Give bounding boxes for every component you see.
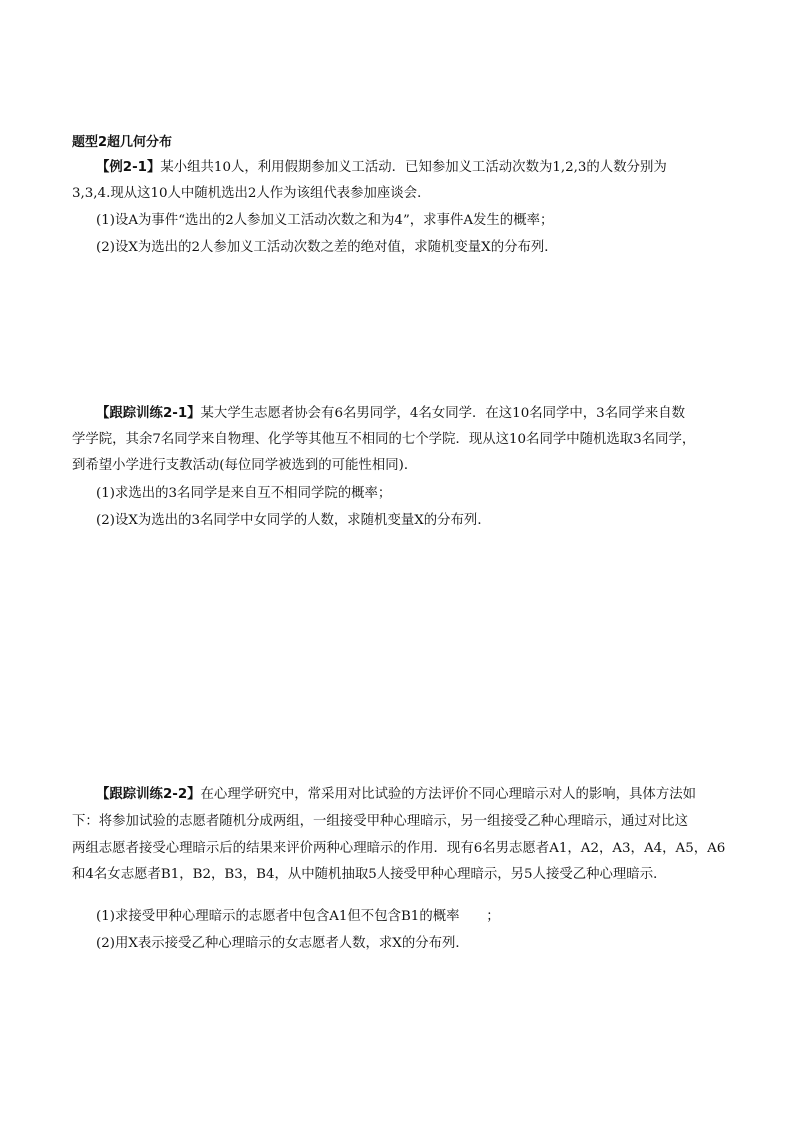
exercise-text: 两组志愿者接受心理暗示后的结果来评价两种心理暗示的作用．现有6名男志愿者 bbox=[72, 841, 550, 856]
example-text: 3,3,4.现从这10人中随机选出2人作为该组代表参加座谈会． bbox=[72, 186, 431, 201]
section-title: 题型2超几何分布 bbox=[72, 135, 173, 150]
exercise-text: 在心理学研究中，常采用对比试验的方法评价不同心理暗示对人的影响，具体方法如 bbox=[200, 787, 696, 802]
question-2: (2)设X为选出的2人参加义工活动次数之差的绝对值，求随机变量X的分布列． bbox=[96, 240, 558, 255]
question-1: (1)求接受甲种心理暗示的志愿者中包含A1但不包含B1的概率 ； bbox=[96, 909, 500, 924]
question-1: (1)求选出的3名同学是来自互不相同学院的概率； bbox=[96, 486, 392, 501]
question-1: (1)设A为事件“选出的2人参加义工活动次数之和为4”，求事件A发生的概率； bbox=[96, 213, 554, 228]
symbol-list: A1，A2，A3，A4，A5，A6 bbox=[549, 841, 726, 856]
exercise-text: 到希望小学进行支教活动(每位同学被选到的可能性相同)． bbox=[72, 458, 418, 473]
exercise-text: 学学院，其余7名同学来自物理、化学等其他互不相同的七个学院．现从这10名同学中随机选取3名同学， bbox=[72, 432, 696, 447]
exercise-text: ，从中随机抽取5人接受甲种心理暗示，另5人接受乙种心理暗示． bbox=[274, 867, 667, 882]
symbol-list: B1，B2，B3，B4 bbox=[160, 867, 275, 882]
question-2: (2)用X表示接受乙种心理暗示的女志愿者人数，求X的分布列． bbox=[96, 936, 469, 951]
example-tag: 【例2-1】 bbox=[96, 160, 161, 175]
question-2: (2)设X为选出的3名同学中女同学的人数，求随机变量X的分布列． bbox=[96, 513, 491, 528]
exercise-tag: 【跟踪训练2-2】 bbox=[96, 787, 201, 802]
exercise-tag: 【跟踪训练2-1】 bbox=[96, 406, 201, 421]
exercise-text: 下：将参加试验的志愿者随机分成两组，一组接受甲种心理暗示，另一组接受乙种心理暗示，通过对比这 bbox=[72, 814, 688, 829]
example-text: 某小组共10人，利用假期参加义工活动．已知参加义工活动次数为1,2,3的人数分别为 bbox=[160, 160, 667, 175]
exercise-text: 某大学生志愿者协会有6名男同学，4名女同学．在这10名同学中，3名同学来自数 bbox=[200, 406, 686, 421]
exercise-text: 和4名女志愿者 bbox=[72, 867, 161, 882]
